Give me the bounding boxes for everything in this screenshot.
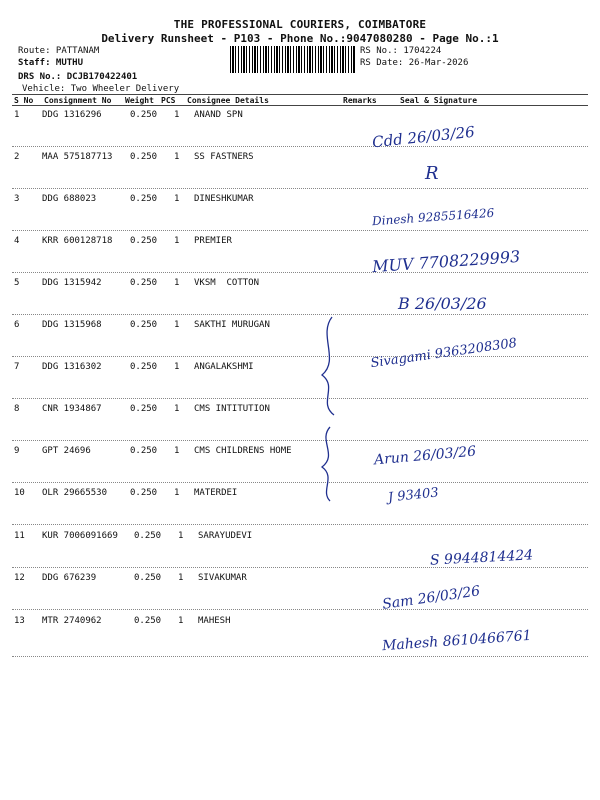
signature: Sivagami 9363208308 [369,335,518,372]
row-consignment: MTR 2740962 [42,616,102,626]
row-sno: 8 [14,404,20,414]
signature: Dinesh 9285516426 [371,205,495,229]
header-bottom-rule [12,105,588,106]
row-divider [12,482,588,483]
row-sno: 6 [14,320,20,330]
row-weight: 0.250 [130,320,158,330]
row-consignee: SS FASTNERS [194,152,254,162]
row-consignee: VKSM COTTON [194,278,260,288]
row-sno: 4 [14,236,20,246]
signature: B 26/03/26 [398,294,487,313]
row-pcs: 1 [174,278,180,288]
col-sno: S No [14,96,34,105]
row-divider [12,609,588,610]
row-sno: 2 [14,152,20,162]
row-sno: 9 [14,446,20,456]
remarks-brace-marks [310,315,350,505]
row-weight: 0.250 [134,573,162,583]
row-consignee: SIVAKUMAR [198,573,247,583]
row-weight: 0.250 [130,236,158,246]
row-pcs: 1 [174,446,180,456]
row-pcs: 1 [174,362,180,372]
signature: Cdd 26/03/26 [371,122,476,152]
row-consignee: PREMIER [194,236,232,246]
row-pcs: 1 [174,152,180,162]
row-weight: 0.250 [130,152,158,162]
row-divider [12,230,588,231]
signature: R [425,163,439,184]
row-pcs: 1 [174,194,180,204]
col-consignment: Consignment No [44,96,112,105]
signature: Arun 26/03/26 [373,443,477,469]
row-weight: 0.250 [134,616,162,626]
row-divider [12,314,588,315]
row-weight: 0.250 [134,531,162,541]
row-pcs: 1 [174,488,180,498]
row-consignment: DDG 676239 [42,573,97,583]
row-consignment: MAA 575187713 [42,152,113,162]
row-consignee: MAHESH [198,616,231,626]
barcode-image [230,46,355,73]
row-sno: 12 [14,573,25,583]
row-consignment: KUR 7006091669 [42,531,118,541]
signature: Mahesh 8610466761 [381,627,533,655]
row-consignment: DDG 1316296 [42,110,102,120]
col-weight: Weight [125,96,154,105]
company-title: THE PROFESSIONAL COURIERS, COIMBATORE [173,18,427,31]
row-weight: 0.250 [130,404,158,414]
col-pcs: PCS [161,96,176,105]
row-divider [12,188,588,189]
row-consignee: CMS CHILDRENS HOME [194,446,292,456]
row-divider [12,398,588,399]
runsheet-subtitle: Delivery Runsheet - P103 - Phone No.:9047080280 - Page No.:1 [101,32,499,45]
row-pcs: 1 [178,616,184,626]
row-consignee: CMS INTITUTION [194,404,270,414]
row-pcs: 1 [174,404,180,414]
row-weight: 0.250 [130,488,158,498]
row-weight: 0.250 [130,194,158,204]
row-consignee: ANAND SPN [194,110,243,120]
row-divider [12,567,588,568]
header-top-rule [12,94,588,95]
row-sno: 13 [14,616,25,626]
row-divider [12,146,588,147]
row-sno: 7 [14,362,20,372]
signature: S 9944814424 [429,547,534,569]
drs-number: DRS No.: DCJB170422401 [18,72,138,82]
col-consignee: Consignee Details [187,96,269,105]
row-consignment: DDG 1315942 [42,278,102,288]
vehicle-label: Vehicle: Two Wheeler Delivery [22,84,180,94]
row-consignment: KRR 600128718 [42,236,113,246]
row-consignee: MATERDEI [194,488,238,498]
col-seal: Seal & Signature [400,96,478,105]
row-weight: 0.250 [130,110,158,120]
row-pcs: 1 [174,236,180,246]
row-sno: 1 [14,110,20,120]
rs-number: RS No.: 1704224 [360,46,442,56]
signature: Sam 26/03/26 [381,583,482,613]
row-divider [12,524,588,525]
row-pcs: 1 [174,110,180,120]
row-consignment: GPT 24696 [42,446,91,456]
row-divider [12,356,588,357]
row-divider [12,440,588,441]
row-weight: 0.250 [130,446,158,456]
route-label: Route: PATTANAM [18,46,100,56]
row-consignee: ANGALAKSHMI [194,362,254,372]
row-divider [12,656,588,657]
row-weight: 0.250 [130,362,158,372]
row-sno: 10 [14,488,25,498]
row-pcs: 1 [174,320,180,330]
row-divider [12,272,588,273]
staff-label: Staff: MUTHU [18,58,84,68]
signature: MUV 7708229993 [371,246,521,277]
row-pcs: 1 [178,531,184,541]
row-consignment: DDG 1315968 [42,320,102,330]
row-pcs: 1 [178,573,184,583]
row-consignment: DDG 688023 [42,194,97,204]
row-sno: 11 [14,531,25,541]
rs-date: RS Date: 26-Mar-2026 [360,58,469,68]
row-consignment: OLR 29665530 [42,488,108,498]
row-weight: 0.250 [130,278,158,288]
row-sno: 5 [14,278,20,288]
row-consignee: SARAYUDEVI [198,531,253,541]
row-consignment: CNR 1934867 [42,404,102,414]
row-consignee: SAKTHI MURUGAN [194,320,270,330]
row-consignee: DINESHKUMAR [194,194,254,204]
signature: J 93403 [387,485,440,506]
row-consignment: DDG 1316302 [42,362,102,372]
col-remarks: Remarks [343,96,377,105]
row-sno: 3 [14,194,20,204]
